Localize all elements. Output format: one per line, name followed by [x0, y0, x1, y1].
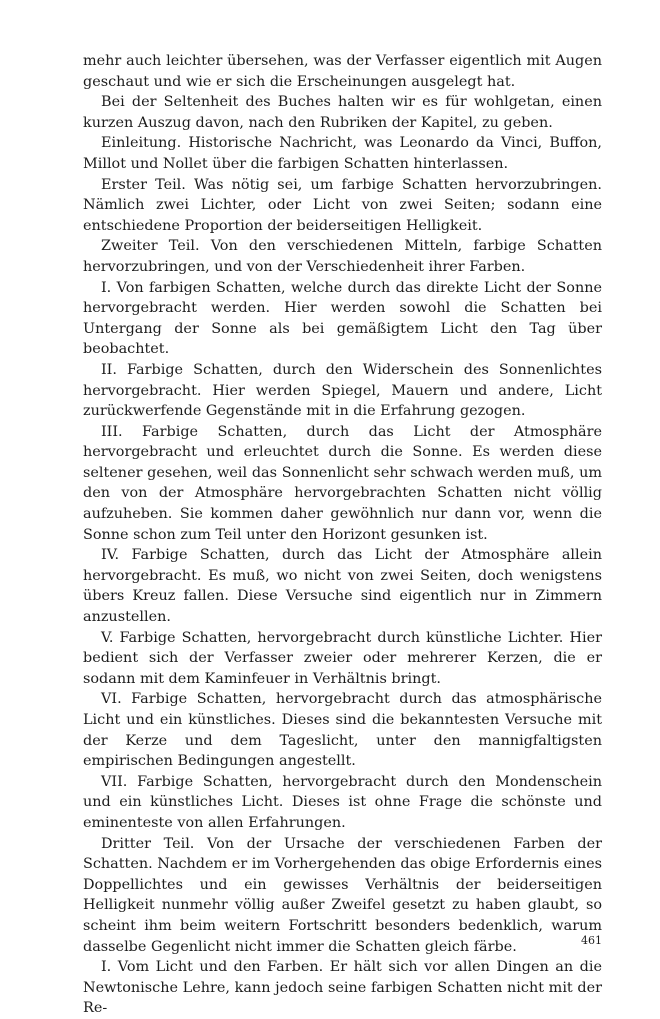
- paragraph-introduction: Einleitung. Historische Nachricht, was Leonardo da Vinci, Buffon, Millot und Nollet über die farbigen Schatten hinterlassen.: [83, 135, 602, 172]
- paragraph-part-two: Zweiter Teil. Von den verschiedenen Mitteln, farbige Schatten hervorzubringen, und von der Verschiedenheit ihrer Farben.: [83, 238, 602, 275]
- paragraph-section-1: I. Von farbigen Schatten, welche durch das direkte Licht der Sonne hervorgebracht werden. Hier werden sowohl die Schatten bei Untergang der Sonne als bei gemäßigtem Licht den Tag über beobachtet.: [83, 279, 602, 358]
- paragraph-section-7: VII. Farbige Schatten, hervorgebracht durch den Mondenschein und ein künstliches Licht. Dieses ist ohne Frage die schönste und eminenteste von allen Erfahrungen.: [83, 773, 602, 831]
- body-text: [83, 51, 602, 1019]
- paragraph-part-three-section-1: I. Vom Licht und den Farben. Er hält sich vor allen Dingen an die Newtonische Lehre, kann jedoch seine farbigen Schatten nicht mit der Re-: [83, 959, 602, 1017]
- paragraph-section-6: VI. Farbige Schatten, hervorgebracht durch das atmosphärische Licht und ein künstliches. Dieses sind die bekanntesten Versuche mit der Kerze und dem Tageslicht, unter den mannigfaltigsten empirischen Bedingungen angestellt.: [83, 691, 602, 770]
- paragraph-section-3: III. Farbige Schatten, durch das Licht der Atmosphäre hervorgebracht und erleuchtet durch die Sonne. Es werden diese seltener gesehen, weil das Sonnenlicht sehr schwach werden muß, um den von der Atmosphäre hervorgebrachten Schatten nicht völlig aufzuheben. Sie kommen daher gewöhnlich nur dann vor, wenn die Sonne schon zum Teil unter den Horizont gesunken ist.: [83, 423, 602, 543]
- paragraph-continued: mehr auch leichter übersehen, was der Verfasser eigentlich mit Augen geschaut und wie er sich die Erscheinungen ausgelegt hat.: [83, 53, 602, 90]
- paragraph-part-one: Erster Teil. Was nötig sei, um farbige Schatten hervorzubringen. Nämlich zwei Lichter, oder Licht von zwei Seiten; sodann eine entschiedene Proportion der beiderseitigen Helligkeit.: [83, 176, 602, 234]
- paragraph-section-2: II. Farbige Schatten, durch den Widerschein des Sonnenlichtes hervorgebracht. Hier werden Spiegel, Mauern und andere, Licht zurückwerfende Gegenstände mit in die Erfahrung gezogen.: [83, 361, 602, 420]
- paragraph-section-5: V. Farbige Schatten, hervorgebracht durch künstliche Lichter. Hier bedient sich der Verfasser zweier oder mehrerer Kerzen, die er sodann mit dem Kaminfeuer in Verhältnis bringt.: [83, 629, 602, 687]
- paragraph: Bei der Seltenheit des Buches halten wir es für wohlgetan, einen kurzen Auszug davon, nach den Rubriken der Kapitel, zu geben.: [83, 94, 602, 131]
- page-number: 461: [581, 934, 602, 947]
- paragraph-part-three: Dritter Teil. Von der Ursache der verschiedenen Farben der Schatten. Nachdem er im Vorhergehenden das obige Erfordernis eines Doppellichtes und ein gewisses Verhältnis der beiderseitigen Helligkeit nunmehr völlig außer Zweifel gesetzt zu haben glaubt, so scheint ihm beim weitern Fortschritt besonders bedenklich, warum dasselbe Gegenlicht nicht immer die Schatten gleich färbe.: [83, 835, 602, 955]
- paragraph-section-4: IV. Farbige Schatten, durch das Licht der Atmosphäre allein hervorgebracht. Es muß, wo nicht von zwei Seiten, doch wenigstens übers Kreuz fallen. Diese Versuche sind eigentlich nur in Zimmern anzustellen.: [83, 547, 602, 626]
